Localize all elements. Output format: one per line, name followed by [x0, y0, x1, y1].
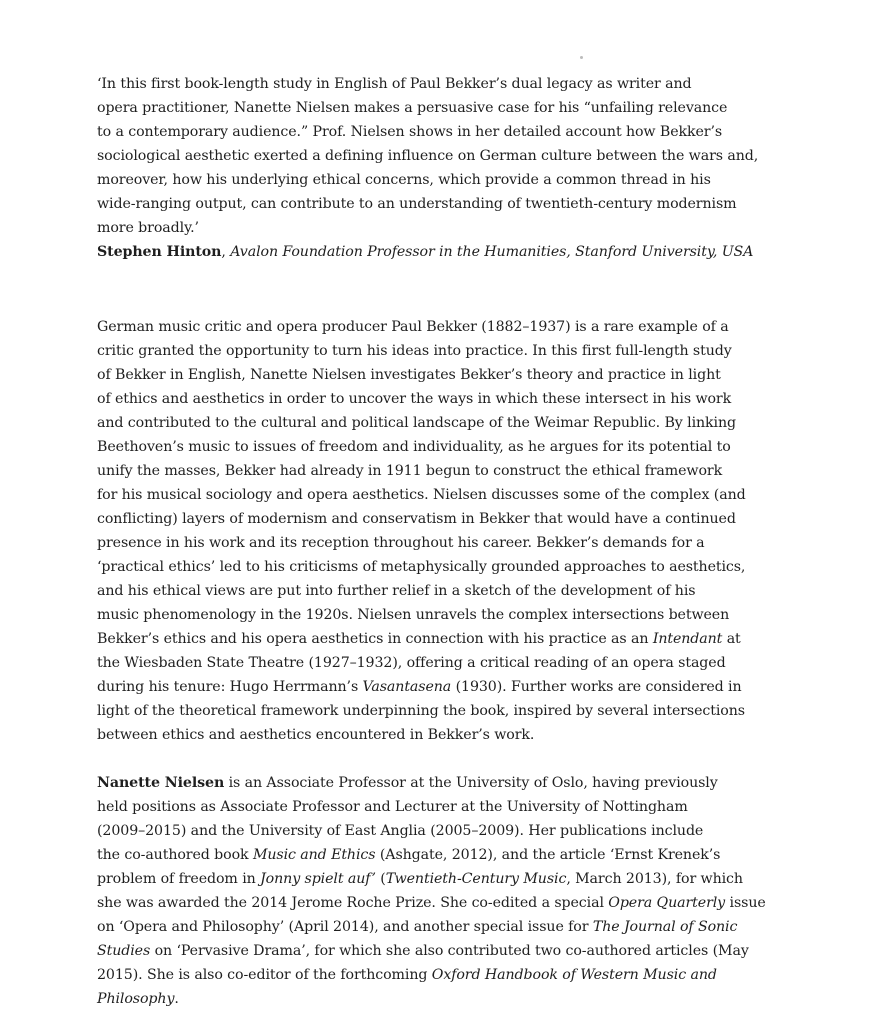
text-run: ( [375, 871, 386, 887]
endorser-affiliation: Avalon Foundation Professor in the Humanities, Stanford University, USA [230, 244, 754, 260]
text-line [97, 795, 787, 819]
italic-run: Twentieth-Century Music [385, 871, 567, 887]
quote-line: sociological aesthetic exerted a defining influence on German culture between the wars and, [97, 148, 759, 164]
text-line [97, 579, 787, 603]
text-run: music phenomenology in the 1920s. Nielsen unravels the complex intersections between [97, 607, 730, 623]
text-run: (Ashgate, 2012), and the article ‘Ernst Krenek’s [375, 847, 721, 863]
text-line [97, 627, 787, 651]
italic-run: Studies [97, 943, 151, 959]
text-run: and contributed to the cultural and political landscape of the Weimar Republic. By linking [97, 415, 736, 431]
text-run: unify the masses, Bekker had already in 1911 begun to construct the ethical framework [97, 463, 723, 479]
text-line [97, 435, 787, 459]
text-line [97, 699, 787, 723]
text-run: the co-authored book [97, 847, 253, 863]
text-run: between ethics and aesthetics encountered in Bekker’s work. [97, 727, 535, 743]
text-run: issue [725, 895, 766, 911]
text-line [97, 411, 787, 435]
text-line [97, 363, 787, 387]
text-run: of Bekker in English, Nanette Nielsen investigates Bekker’s theory and practice in light [97, 367, 721, 383]
text-run: ‘practical ethics’ led to his criticisms of metaphysically grounded approaches to aesthetics, [97, 559, 746, 575]
quote-line: wide-ranging output, can contribute to an understanding of twentieth-century modernism [97, 196, 737, 212]
text-line [97, 867, 787, 891]
italic-run: Oxford Handbook of Western Music and [431, 967, 717, 983]
author-bio [97, 771, 787, 1011]
endorsement-quote [97, 72, 787, 264]
text-run: for his musical sociology and opera aesthetics. Nielsen discusses some of the complex (and [97, 487, 746, 503]
italic-run: Jonny spielt auf’ [260, 871, 376, 887]
text-run: . [174, 991, 179, 1007]
text-run: on ‘Pervasive Drama’, for which she also contributed two co-authored articles (May [150, 943, 749, 959]
text-run: she was awarded the 2014 Jerome Roche Prize. She co-edited a special [97, 895, 609, 911]
text-run: , March 2013), for which [566, 871, 743, 887]
text-line [97, 339, 787, 363]
text-line [97, 387, 787, 411]
text-run: Bekker’s ethics and his opera aesthetics in connection with his practice as an [97, 631, 653, 647]
text-run: and his ethical views are put into further relief in a sketch of the development of his [97, 583, 696, 599]
quote-line: ‘In this first book-length study in English of Paul Bekker’s dual legacy as writer and [97, 76, 692, 92]
text-line [97, 651, 787, 675]
text-line [97, 771, 787, 795]
text-line [97, 987, 787, 1011]
quote-line: more broadly.’ [97, 220, 199, 236]
text-run: light of the theoretical framework underpinning the book, inspired by several intersections [97, 703, 745, 719]
text-line [97, 963, 787, 987]
text-line [97, 819, 787, 843]
text-line [97, 891, 787, 915]
text-line [97, 603, 787, 627]
text-run: at [722, 631, 741, 647]
text-run: presence in his work and its reception throughout his career. Bekker’s demands for a [97, 535, 705, 551]
text-run: of ethics and aesthetics in order to uncover the ways in which these intersect in his work [97, 391, 732, 407]
text-run: is an Associate Professor at the University of Oslo, having previously [224, 775, 718, 791]
text-line [97, 939, 787, 963]
quote-line: to a contemporary audience.” Prof. Nielsen shows in her detailed account how Bekker’s [97, 124, 723, 140]
quote-line: moreover, how his underlying ethical concerns, which provide a common thread in his [97, 172, 711, 188]
text-run: 2015). She is also co-editor of the forthcoming [97, 967, 432, 983]
text-line [97, 555, 787, 579]
text-run: conflicting) layers of modernism and conservatism in Bekker that would have a continued [97, 511, 736, 527]
text-line [97, 459, 787, 483]
text-run: during his tenure: Hugo Herrmann’s [97, 679, 363, 695]
text-run: problem of freedom in [97, 871, 261, 887]
book-description [97, 315, 787, 747]
endorsement-attribution: Stephen Hinton, Avalon Foundation Professor in the Humanities, Stanford University, USA [97, 244, 754, 260]
italic-run: Intendant [652, 631, 723, 647]
italic-run: Vasantasena [362, 679, 452, 695]
text-line [97, 675, 787, 699]
text-run: Beethoven’s music to issues of freedom and individuality, as he argues for its potential to [97, 439, 731, 455]
text-line [97, 723, 787, 747]
quote-line: opera practitioner, Nanette Nielsen makes a persuasive case for his “unfailing relevance [97, 100, 728, 116]
scan-speck [580, 56, 583, 59]
text-run: (1930). Further works are considered in [451, 679, 742, 695]
endorser-name: Stephen Hinton [97, 244, 222, 260]
bold-run: Nanette Nielsen [97, 775, 225, 791]
text-run: on ‘Opera and Philosophy’ (April 2014), and another special issue for [97, 919, 593, 935]
text-run: German music critic and opera producer Paul Bekker (1882–1937) is a rare example of a [97, 319, 729, 335]
text-line [97, 531, 787, 555]
text-run: (2009–2015) and the University of East Anglia (2005–2009). Her publications include [97, 823, 704, 839]
text-line [97, 843, 787, 867]
italic-run: Music and Ethics [252, 847, 376, 863]
text-run: critic granted the opportunity to turn his ideas into practice. In this first full-length study [97, 343, 732, 359]
italic-run: Philosophy [97, 991, 175, 1007]
italic-run: Opera Quarterly [608, 895, 726, 911]
text-run: held positions as Associate Professor and Lecturer at the University of Nottingham [97, 799, 688, 815]
text-line [97, 507, 787, 531]
text-line [97, 483, 787, 507]
text-line [97, 315, 787, 339]
text-run: the Wiesbaden State Theatre (1927–1932), offering a critical reading of an opera staged [97, 655, 726, 671]
text-line [97, 915, 787, 939]
italic-run: The Journal of Sonic [592, 919, 738, 935]
